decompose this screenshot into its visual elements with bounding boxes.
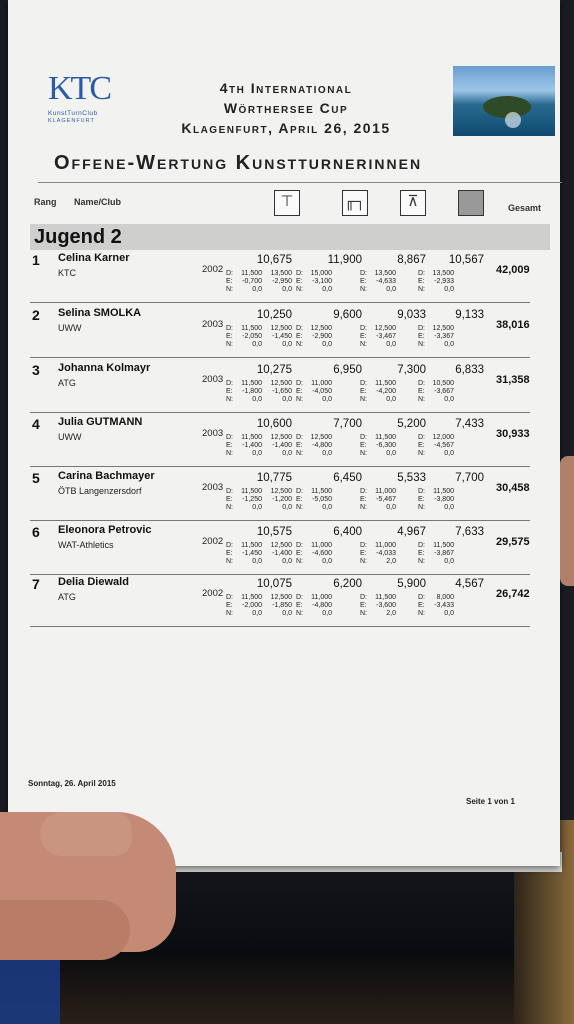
e-score: -1,250: [242, 496, 262, 503]
apparatus-score: [360, 254, 426, 300]
table-row: [30, 470, 550, 524]
apparatus-total: 10,675: [256, 254, 292, 266]
d-score-2: 12,500: [270, 380, 292, 387]
apparatus-score: [226, 418, 292, 464]
apparatus-total: 10,775: [256, 472, 292, 484]
rank: 3: [32, 362, 40, 378]
e-score: -4,800: [312, 602, 332, 609]
apparatus-total: 6,950: [333, 364, 362, 376]
floor-icon: [458, 190, 484, 216]
d-score: 11,000: [311, 542, 332, 549]
header-line-2: Wörthersee Cup: [223, 100, 349, 116]
birth-year: 2003: [202, 319, 224, 330]
apparatus-total: 5,533: [397, 472, 426, 484]
e-score: -3,800: [434, 496, 454, 503]
den-labels: D: E: N:: [296, 325, 303, 348]
n-score: 0,0: [444, 558, 454, 565]
n-score-2: 0,0: [282, 341, 292, 348]
rank: 5: [32, 470, 40, 486]
d-score: 12,500: [310, 325, 332, 332]
n-score: 0,0: [252, 610, 262, 617]
apparatus-total: 7,700: [333, 418, 362, 430]
e-score: -1,450: [242, 550, 262, 557]
d-score: 11,500: [311, 488, 332, 495]
e-score: -4,800: [312, 442, 332, 449]
d-score: 12,000: [432, 434, 454, 441]
e-score: -3,600: [376, 602, 396, 609]
den-values: [306, 270, 332, 294]
den-values: [428, 434, 454, 458]
birth-year: 2002: [202, 588, 224, 599]
row-divider: [30, 520, 530, 521]
e-score: -3,667: [434, 388, 454, 395]
d-score-2: 12,500: [270, 488, 292, 495]
apparatus-total: 10,567: [448, 254, 484, 266]
e-score-2: -1,400: [272, 442, 292, 449]
den-values: [428, 380, 454, 404]
den-values: [236, 594, 262, 618]
apparatus-score: [296, 309, 362, 355]
apparatus-total: 10,600: [256, 418, 292, 430]
birth-year: 2003: [202, 428, 224, 439]
d-score: 12,500: [374, 325, 396, 332]
d-score: 11,500: [241, 488, 262, 495]
category-bar: [30, 224, 550, 250]
d-score: 11,500: [241, 380, 262, 387]
den-labels: D: E: N:: [418, 594, 425, 617]
den-values: [236, 380, 262, 404]
d-score-2: 12,500: [270, 325, 292, 332]
apparatus-score: [296, 578, 362, 624]
birth-year: 2003: [202, 482, 224, 493]
e-score: -4,567: [434, 442, 454, 449]
n-score: 0,0: [386, 341, 396, 348]
apparatus-score: [418, 578, 484, 624]
d-score: 11,000: [375, 488, 396, 495]
header-line-1: 4th International: [219, 80, 353, 96]
den-values: [428, 270, 454, 294]
den-values: [306, 325, 332, 349]
d-score: 10,500: [432, 380, 454, 387]
d-score: 11,500: [375, 434, 396, 441]
apparatus-score: [226, 472, 292, 518]
n-score: 0,0: [386, 286, 396, 293]
den-values: [236, 488, 262, 512]
e-score: -4,050: [312, 388, 332, 395]
d-score: 11,500: [241, 594, 262, 601]
e-score: -4,600: [312, 550, 332, 557]
apparatus-total: 6,450: [333, 472, 362, 484]
vault-icon: ⊤: [274, 190, 300, 216]
d-score: 11,500: [433, 542, 454, 549]
rank: 6: [32, 524, 40, 540]
table-row: [30, 576, 550, 630]
apparatus-total: 10,575: [256, 526, 292, 538]
den-labels: D: E: N:: [418, 488, 425, 511]
apparatus-total: 9,033: [397, 309, 426, 321]
e-score: -5,050: [312, 496, 332, 503]
apparatus-total: 10,250: [256, 309, 292, 321]
apparatus-score: [226, 526, 292, 572]
apparatus-score: [360, 472, 426, 518]
apparatus-score: [226, 309, 292, 355]
den-values: [370, 380, 396, 404]
den-values: [236, 542, 262, 566]
table-row: [30, 307, 550, 361]
den-labels: D: E: N:: [296, 488, 303, 511]
den-values: [428, 488, 454, 512]
table-row: [30, 416, 550, 470]
apparatus-total: 6,200: [333, 578, 362, 590]
apparatus-score: [418, 472, 484, 518]
den-values-2: [262, 434, 292, 458]
athlete-club: ÖTB Langenzersdorf: [58, 486, 142, 496]
n-score: 0,0: [322, 286, 332, 293]
n-score: 0,0: [444, 341, 454, 348]
n-score: 0,0: [386, 450, 396, 457]
den-labels: D: E: N:: [360, 380, 367, 403]
row-divider: [30, 466, 530, 467]
apparatus-score: [296, 472, 362, 518]
apparatus-score: [360, 578, 426, 624]
den-values: [306, 542, 332, 566]
title-divider: [38, 182, 562, 183]
d-score: 13,500: [432, 270, 454, 277]
uneven-bars-icon: ╓┐: [342, 190, 368, 216]
row-divider: [30, 412, 530, 413]
den-labels: D: E: N:: [418, 434, 425, 457]
d-score: 12,500: [310, 434, 332, 441]
apparatus-score: [360, 364, 426, 410]
den-values: [306, 594, 332, 618]
den-values: [370, 270, 396, 294]
den-values: [370, 488, 396, 512]
d-score-2: 12,500: [270, 594, 292, 601]
n-score: 0,0: [444, 286, 454, 293]
athlete-club: ATG: [58, 592, 76, 602]
e-score: -6,300: [376, 442, 396, 449]
e-score-2: -1,200: [272, 496, 292, 503]
den-values: [370, 594, 396, 618]
athlete-club: UWW: [58, 432, 82, 442]
den-labels: D: E: N:: [360, 325, 367, 348]
total-score: 29,575: [496, 536, 530, 548]
e-score: -2,900: [312, 333, 332, 340]
apparatus-total: 5,200: [397, 418, 426, 430]
athlete-name: Selina SMOLKA: [58, 307, 142, 319]
birth-year: 2002: [202, 536, 224, 547]
d-score: 11,500: [375, 594, 396, 601]
apparatus-score: [360, 418, 426, 464]
den-labels: D: E: N:: [418, 270, 425, 293]
event-header: [126, 78, 446, 138]
row-divider: [30, 357, 530, 358]
d-score: 11,500: [375, 380, 396, 387]
den-labels: D: E: N:: [226, 325, 233, 348]
total-score: 31,358: [496, 374, 530, 386]
e-score: -3,867: [434, 550, 454, 557]
den-labels: D: E: N:: [418, 325, 425, 348]
athlete-club: WAT-Athletics: [58, 540, 114, 550]
finger: [0, 900, 130, 960]
apparatus-total: 9,133: [455, 309, 484, 321]
d-score: 11,000: [311, 594, 332, 601]
apparatus-score: [418, 526, 484, 572]
e-score: -4,200: [376, 388, 396, 395]
d-score: 8,000: [436, 594, 454, 601]
n-score: 0,0: [252, 558, 262, 565]
row-divider: [30, 302, 530, 303]
sun-reflection: [505, 112, 521, 128]
apparatus-total: 5,900: [397, 578, 426, 590]
d-score-2: 13,500: [270, 270, 292, 277]
den-labels: D: E: N:: [418, 542, 425, 565]
table-row: [30, 524, 550, 578]
apparatus-score: [226, 254, 292, 300]
n-score-2: 0,0: [282, 450, 292, 457]
n-score-2: 0,0: [282, 558, 292, 565]
den-labels: D: E: N:: [360, 542, 367, 565]
apparatus-total: 6,400: [333, 526, 362, 538]
column-rank: Rang: [34, 197, 57, 207]
apparatus-score: [226, 578, 292, 624]
den-labels: D: E: N:: [226, 594, 233, 617]
balance-beam-icon: ⊼: [400, 190, 426, 216]
apparatus-score: [296, 364, 362, 410]
n-score: 0,0: [322, 341, 332, 348]
den-labels: D: E: N:: [226, 434, 233, 457]
n-score: 0,0: [252, 341, 262, 348]
page-title: Offene-Wertung Kunstturnerinnen: [54, 152, 423, 174]
rank: 2: [32, 307, 40, 323]
apparatus-score: [418, 254, 484, 300]
results-sheet: [8, 0, 560, 866]
den-labels: D: E: N:: [296, 434, 303, 457]
n-score: 0,0: [386, 504, 396, 511]
apparatus-score: [296, 418, 362, 464]
d-score-2: 12,500: [270, 434, 292, 441]
d-score: 11,000: [311, 380, 332, 387]
apparatus-total: 7,633: [455, 526, 484, 538]
athlete-name: Celina Karner: [58, 252, 130, 264]
total-score: 26,742: [496, 588, 530, 600]
den-labels: D: E: N:: [226, 542, 233, 565]
n-score-2: 0,0: [282, 504, 292, 511]
athlete-name: Johanna Kolmayr: [58, 362, 151, 374]
thumb: [40, 812, 132, 856]
den-labels: D: E: N:: [296, 270, 303, 293]
n-score-2: 0,0: [282, 286, 292, 293]
n-score: 0,0: [252, 450, 262, 457]
e-score: -3,100: [312, 278, 332, 285]
category-label: Jugend 2: [34, 226, 122, 248]
d-score: 11,000: [375, 542, 396, 549]
d-score: 11,500: [241, 434, 262, 441]
e-score: -2,050: [242, 333, 262, 340]
den-values: [236, 434, 262, 458]
ktc-logo: KTC KunstTurnClub KLAGENFURT: [48, 70, 110, 124]
den-values: [236, 270, 262, 294]
d-score: 11,500: [433, 488, 454, 495]
n-score: 0,0: [252, 286, 262, 293]
e-score: -2,933: [434, 278, 454, 285]
n-score: 0,0: [322, 450, 332, 457]
den-labels: D: E: N:: [226, 488, 233, 511]
e-score: -3,433: [434, 602, 454, 609]
e-score-2: -1,650: [272, 388, 292, 395]
d-score: 12,500: [432, 325, 454, 332]
apparatus-score: [226, 364, 292, 410]
e-score: -2,000: [242, 602, 262, 609]
n-score-2: 0,0: [282, 396, 292, 403]
n-score: 0,0: [444, 396, 454, 403]
athlete-name: Delia Diewald: [58, 576, 129, 588]
den-labels: D: E: N:: [296, 542, 303, 565]
n-score: 0,0: [322, 558, 332, 565]
den-labels: D: E: N:: [360, 434, 367, 457]
apparatus-total: 10,075: [256, 578, 292, 590]
row-divider: [30, 626, 530, 627]
e-score-2: -1,850: [272, 602, 292, 609]
apparatus-total: 6,833: [455, 364, 484, 376]
den-values: [428, 542, 454, 566]
row-divider: [30, 574, 530, 575]
d-score-2: 12,500: [270, 542, 292, 549]
den-values: [428, 325, 454, 349]
table-row: [30, 362, 550, 416]
column-total: Gesamt: [508, 203, 542, 213]
d-score: 11,500: [241, 542, 262, 549]
n-score: 2,0: [386, 610, 396, 617]
apparatus-total: 7,700: [455, 472, 484, 484]
total-score: 30,933: [496, 428, 530, 440]
n-score: 0,0: [322, 396, 332, 403]
e-score: -1,400: [242, 442, 262, 449]
den-labels: D: E: N:: [418, 380, 425, 403]
rank: 4: [32, 416, 40, 432]
den-values: [306, 380, 332, 404]
table-row: [30, 252, 550, 306]
n-score: 0,0: [322, 610, 332, 617]
n-score: 2,0: [386, 558, 396, 565]
den-labels: D: E: N:: [226, 270, 233, 293]
den-labels: D: E: N:: [296, 594, 303, 617]
birth-year: 2003: [202, 374, 224, 385]
e-score: -3,367: [434, 333, 454, 340]
athlete-name: Eleonora Petrovic: [58, 524, 152, 536]
column-name: Name/Club: [74, 197, 122, 207]
right-hand-finger: [560, 456, 574, 586]
e-score-2: -1,450: [272, 333, 292, 340]
d-score: 11,500: [241, 325, 262, 332]
n-score: 0,0: [322, 504, 332, 511]
total-score: 30,458: [496, 482, 530, 494]
header-line-3: Klagenfurt, April 26, 2015: [181, 120, 391, 136]
den-values-2: [262, 325, 292, 349]
e-score: -5,467: [376, 496, 396, 503]
apparatus-score: [296, 526, 362, 572]
rank: 1: [32, 252, 40, 268]
den-values-2: [262, 270, 292, 294]
den-values: [370, 325, 396, 349]
den-values-2: [262, 594, 292, 618]
apparatus-total: 8,867: [397, 254, 426, 266]
apparatus-total: 10,275: [256, 364, 292, 376]
den-values: [236, 325, 262, 349]
apparatus-score: [296, 254, 362, 300]
athlete-name: Julia GUTMANN: [58, 416, 143, 428]
e-score: -3,467: [376, 333, 396, 340]
n-score: 0,0: [386, 396, 396, 403]
apparatus-total: 4,967: [397, 526, 426, 538]
athlete-club: KTC: [58, 268, 76, 278]
apparatus-total: 7,300: [397, 364, 426, 376]
n-score: 0,0: [252, 504, 262, 511]
den-labels: D: E: N:: [226, 380, 233, 403]
den-values-2: [262, 542, 292, 566]
lake-photo: [453, 66, 555, 136]
apparatus-score: [360, 309, 426, 355]
d-score: 15,000: [310, 270, 332, 277]
d-score: 11,500: [241, 270, 262, 277]
footer-page: Seite 1 von 1: [466, 797, 515, 806]
rank: 7: [32, 576, 40, 592]
n-score: 0,0: [444, 504, 454, 511]
apparatus-score: [360, 526, 426, 572]
n-score: 0,0: [444, 450, 454, 457]
apparatus-score: [418, 418, 484, 464]
athlete-club: UWW: [58, 323, 82, 333]
den-values: [370, 542, 396, 566]
den-labels: D: E: N:: [360, 488, 367, 511]
den-values: [306, 488, 332, 512]
birth-year: 2002: [202, 264, 224, 275]
e-score-2: -1,400: [272, 550, 292, 557]
n-score: 0,0: [252, 396, 262, 403]
den-values-2: [262, 380, 292, 404]
n-score-2: 0,0: [282, 610, 292, 617]
den-values-2: [262, 488, 292, 512]
e-score: -4,633: [376, 278, 396, 285]
total-score: 38,016: [496, 319, 530, 331]
d-score: 13,500: [374, 270, 396, 277]
apparatus-total: 4,567: [455, 578, 484, 590]
den-labels: D: E: N:: [360, 270, 367, 293]
den-values: [306, 434, 332, 458]
athlete-name: Carina Bachmayer: [58, 470, 155, 482]
den-values: [370, 434, 396, 458]
e-score: -4,033: [376, 550, 396, 557]
e-score-2: -2,950: [272, 278, 292, 285]
apparatus-total: 9,600: [333, 309, 362, 321]
apparatus-total: 11,900: [327, 254, 362, 266]
e-score: -0,700: [242, 278, 262, 285]
e-score: -1,800: [242, 388, 262, 395]
n-score: 0,0: [444, 610, 454, 617]
den-labels: D: E: N:: [296, 380, 303, 403]
den-values: [428, 594, 454, 618]
total-score: 42,009: [496, 264, 530, 276]
apparatus-total: 7,433: [455, 418, 484, 430]
footer-date: Sonntag, 26. April 2015: [28, 779, 116, 788]
apparatus-score: [418, 309, 484, 355]
apparatus-score: [418, 364, 484, 410]
den-labels: D: E: N:: [360, 594, 367, 617]
athlete-club: ATG: [58, 378, 76, 388]
